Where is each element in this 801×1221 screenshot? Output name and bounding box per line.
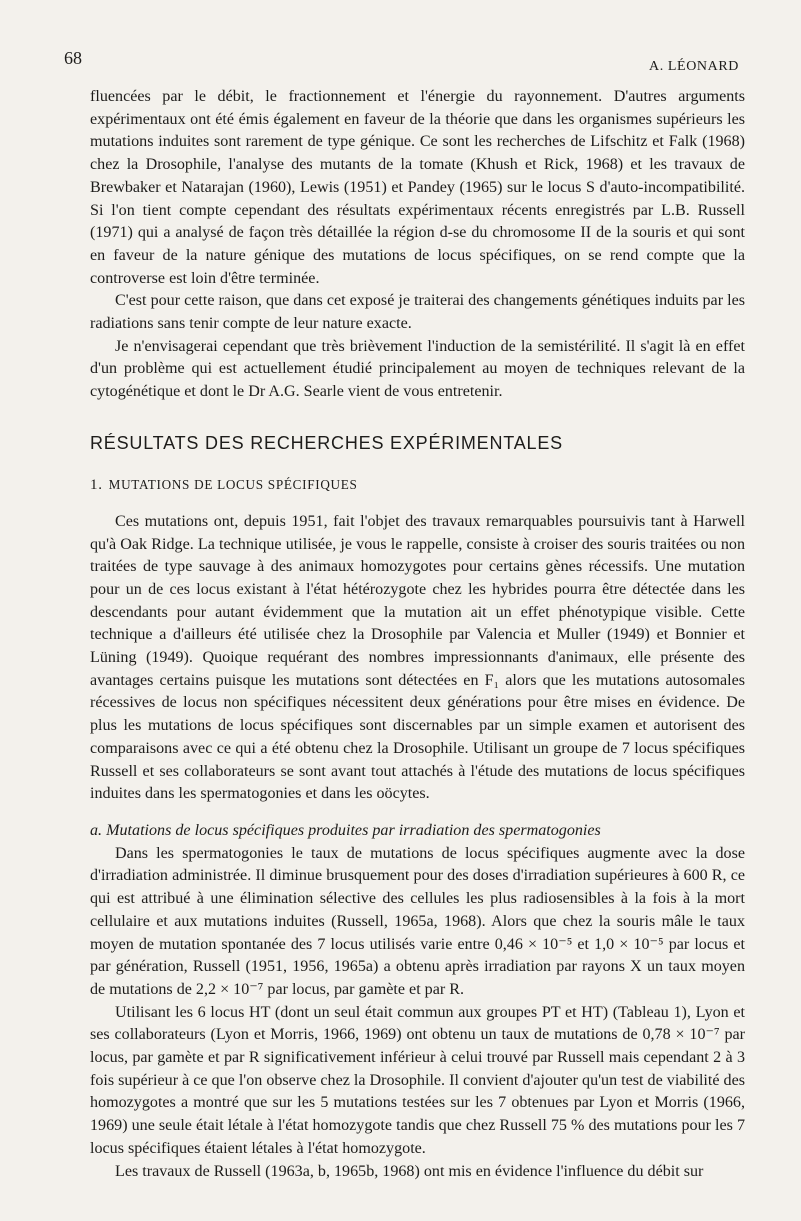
paragraph: fluencées par le débit, le fractionnement et l'énergie du rayonnement. D'autres arguments expérimentaux ont été émis également en faveur de la théorie que dans les organismes supérieurs les mutations induites sont rarement de type génique. Ce sont les recherches de Lifschitz et Falk (1968) chez la Drosophile, l'analyse des mutants de la tomate (Khush et Rick, 1968) et les travaux de Brewbaker et Natarajan (1960), Lewis (1951) et Pandey (1965) sur le locus S d'auto-incompatibilité. Si l'on tient compte cependant des résultats expérimentaux récents enregistrés par L.B. Russell (1971) qui a analysé de façon très détaillée la région d-se du chromosome II de la souris et qui sont en faveur de la nature génique des mutations de locus spécifiques, on se rend compte que la controverse est loin d'être terminée. (90, 88, 745, 287)
paragraph: Les travaux de Russell (1963a, b, 1965b, 1968) ont mis en évidence l'influence du débit sur (115, 1162, 704, 1180)
paragraph: Ces mutations ont, depuis 1951, fait l'objet des travaux remarquables poursuivis tant à Harwell qu'à Oak Ridge. La technique utilisée, je vous le rappelle, consiste à croiser des souris traitées ou non traitées de type sauvage à des animaux homozygotes pour certains gènes récessifs. Une mutation pour un de ces locus existant à l'état hétérozygote chez les hybrides pourra être détectée dans les descendants pour autant évidemment que la mutation ait un effet phénotypique visible. Cette technique a d'ailleurs été utilisée chez la Drosophile par Valencia et Muller (1949) et Bonnier et Lüning (1949). Quoique requérant des nombres impressionnants d'animaux, elle présente des avantages certains puisque les mutations sont détectées en F₁ alors que les mutations autosomales récessives de locus non spécifiques nécessitent deux générations pour être mises en évidence. De plus les mutations de locus spécifiques sont discernables par un simple examen et autorisent des comparaisons avec ce qui a été obtenu chez la Drosophile. Utilisant un groupe de 7 locus spécifiques Russell et ses collaborateurs se sont avant tout attachés à l'étude des mutations de locus spécifiques induites dans les spermatogonies et dans les oöcytes. (90, 512, 745, 803)
paragraph: Utilisant les 6 locus HT (dont un seul était commun aux groupes PT et HT) (Tableau 1), Lyon et ses collaborateurs (Lyon et Morris, 1966, 1969) ont obtenu un taux de mutations de 0,78 × 10⁻⁷ par locus, par gamète et par R significativement inférieur à celui trouvé par Russell mais cependant 2 à 3 fois supérieur à ce que l'on observe chez la Drosophile. Il convient d'ajouter qu'un test de viabilité des homozygotes a montré que sur les 5 mutations testées sur les 7 obtenues par Lyon et Morris (1966, 1969) une seule était létale à l'état homozygote tandis que chez Russell 75 % des mutations pour les 7 locus spécifiques étaient létales à l'état homozygote. (90, 1003, 745, 1157)
subsection-title: MUTATIONS DE LOCUS SPÉCIFIQUES (108, 476, 358, 492)
running-head: A. LÉONARD (649, 59, 739, 74)
paragraph: C'est pour cette raison, que dans cet exposé je traiterai des changements génétiques induits par les radiations sans tenir compte de leur nature exacte. (90, 292, 745, 333)
subsection-heading (90, 475, 745, 495)
section-heading: RÉSULTATS DES RECHERCHES EXPÉRIMENTALES (90, 432, 563, 453)
page-number: 68 (64, 48, 82, 68)
paragraph: Dans les spermatogonies le taux de mutations de locus spécifiques augmente avec la dose d'irradiation administrée. Il diminue brusquement pour des doses d'irradiation supérieures à 600 R, ce qui est attribué à une élimination sélective des cellules les plus radiosensibles à la fois à la mort cellulaire et aux mutations induites (Russell, 1965a, 1968). Alors que chez la souris mâle le taux moyen de mutation spontanée des 7 locus utilisés varie entre 0,46 × 10⁻⁵ et 1,0 × 10⁻⁵ par locus et par génération, Russell (1951, 1956, 1965a) a obtenu après irradiation par rayons X un taux moyen de mutations de 2,2 × 10⁻⁷ par locus, par gamète et par R. (90, 844, 745, 998)
subsection-number: 1. (90, 476, 103, 493)
body-text (90, 86, 745, 1183)
paragraph: Je n'envisagerai cependant que très brièvement l'induction de la semistérilité. Il s'agit là en effet d'un problème qui est actuellement étudié principalement au moyen de techniques relevant de la cytogénétique et dont le Dr A.G. Searle vient de vous entretenir. (90, 337, 745, 401)
subsubsection-heading: a. Mutations de locus spécifiques produites par irradiation des spermatogonies (90, 821, 601, 839)
